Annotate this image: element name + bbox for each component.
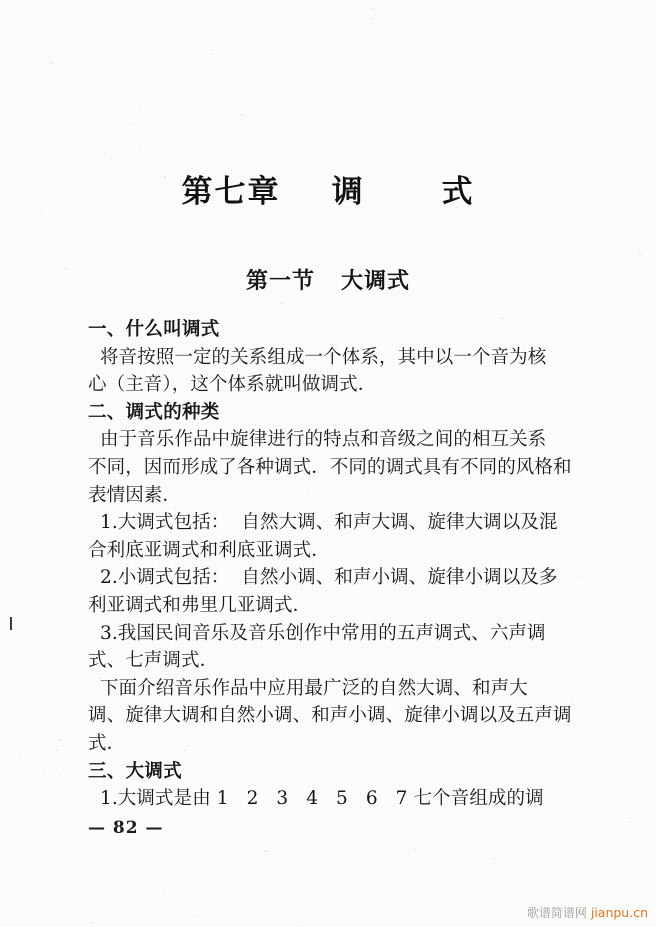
body-line: 下面介绍音乐作品中应用最广泛的自然大调、和声大: [88, 677, 528, 699]
chapter-title: 第七章 调 式: [181, 174, 475, 210]
watermark-latin-text: jianpu.cn: [590, 905, 648, 920]
body-heading: 三、大调式: [88, 760, 183, 782]
watermark: [527, 904, 648, 921]
body-line: 不同，因而形成了各种调式．不同的调式具有不同的风格和: [88, 456, 572, 478]
body-line: 将音按照一定的关系组成一个体系，其中以一个音为核: [88, 346, 547, 368]
body-line: 3.我国民间音乐及音乐创作中常用的五声调式、六声调: [88, 622, 546, 644]
section-title: 第一节 大调式: [246, 268, 410, 294]
body-line: 利亚调式和弗里几亚调式．: [88, 594, 312, 616]
body-line: 式、七声调式．: [88, 650, 219, 672]
body-line: 式．: [88, 732, 126, 754]
body-line: 1.大调式是由 1 2 3 4 5 6 7 七个音组成的调: [88, 788, 544, 810]
body-line: 1.大调式包括： 自然大调、和声大调、旋律大调以及混: [88, 512, 558, 534]
body-heading: 二、调式的种类: [88, 401, 220, 423]
page-number: — 82 —: [88, 818, 164, 838]
body-heading: 一、什么叫调式: [88, 319, 220, 340]
body-line: 合利底亚调式和利底亚调式．: [88, 539, 330, 561]
body-line: 调、旋律大调和自然小调、和声小调、旋律小调以及五声调: [88, 705, 572, 727]
body-line: 心（主音），这个体系就叫做调式．: [88, 374, 377, 396]
margin-tick-mark: [10, 617, 12, 630]
watermark-chinese-text: 歌谱简谱网: [526, 906, 587, 920]
body-line: 2.小调式包括： 自然小调、和声小调、旋律小调以及多: [88, 567, 558, 589]
body-line: 由于音乐作品中旋律进行的特点和音级之间的相互关系: [88, 429, 547, 451]
body-line: 表情因素．: [88, 484, 182, 506]
body-text-block: [88, 316, 570, 813]
